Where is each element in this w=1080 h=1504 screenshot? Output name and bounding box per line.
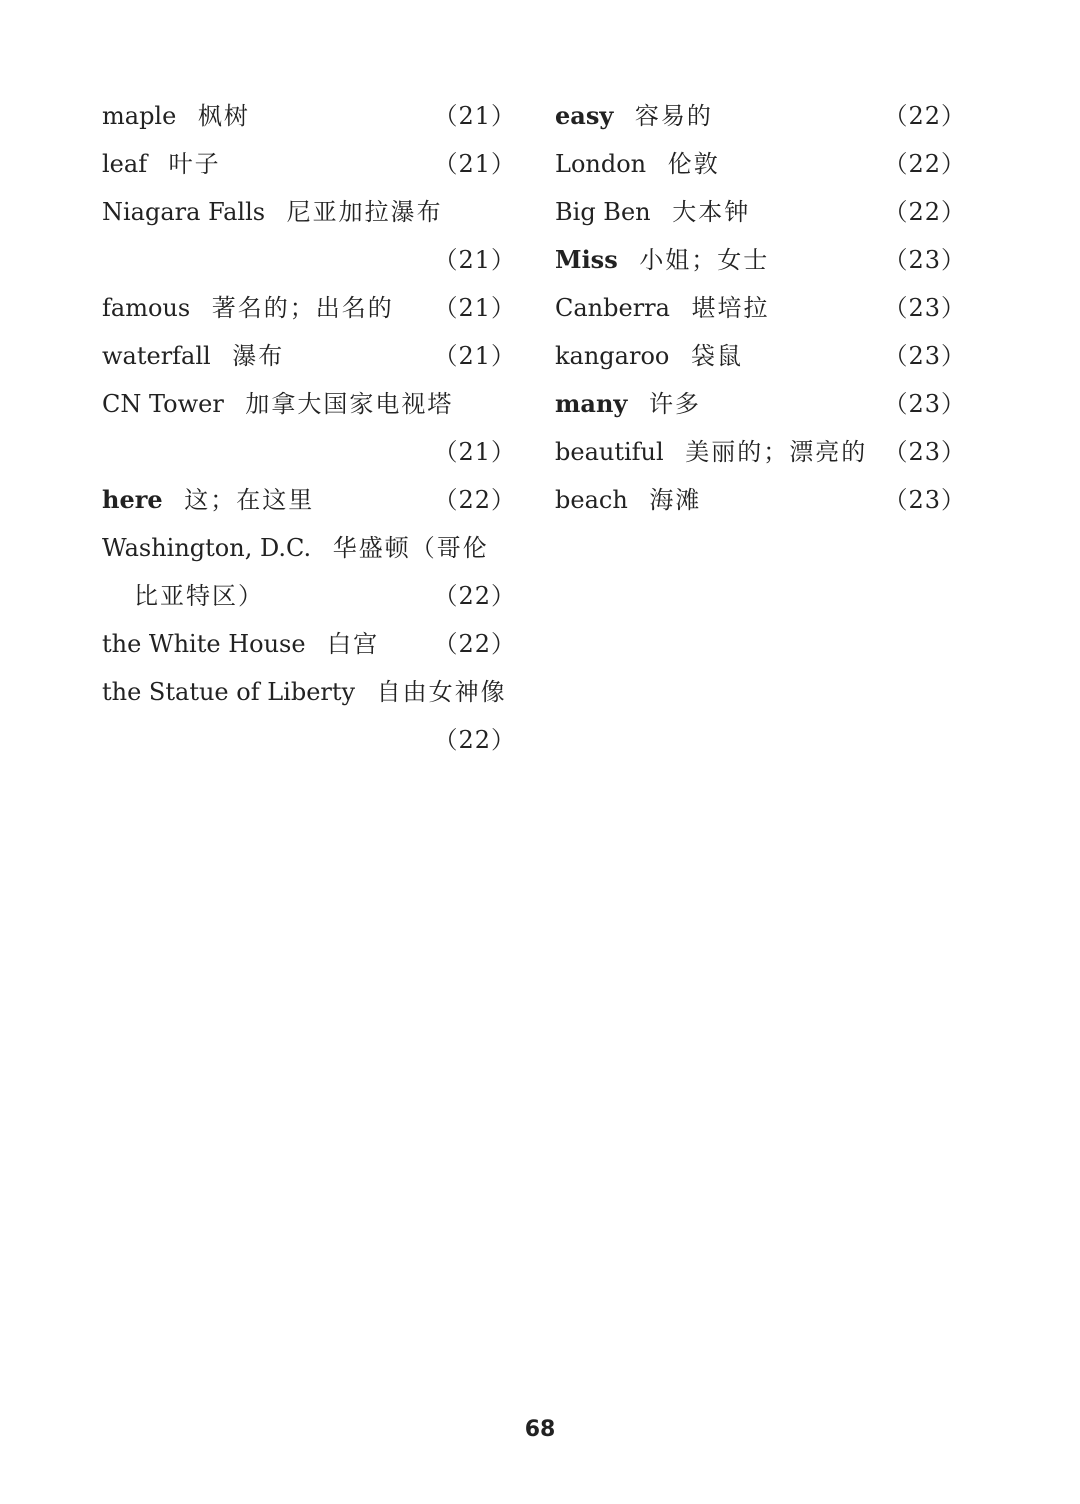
entry-page-ref: （21） (433, 102, 516, 130)
entry-meaning: 加拿大国家电视塔 (245, 390, 454, 418)
entry-meaning: 容易的 (634, 102, 713, 130)
entry-meaning: 美丽的；漂亮的 (685, 438, 868, 466)
entry-page-ref: （21） (433, 342, 516, 370)
glossary-entry-canberra (555, 284, 966, 332)
entry-term: waterfall (102, 342, 211, 370)
glossary-entry-beautiful (555, 428, 966, 476)
glossary-entry-statue-of-liberty (102, 668, 516, 764)
glossary-entry-big-ben (555, 188, 966, 236)
entry-page-ref: （22） (433, 726, 516, 754)
entry-term: the Statue of Liberty (102, 678, 356, 706)
entry-page-ref: （22） (883, 150, 966, 178)
entry-term: here (102, 485, 163, 514)
entry-meaning: 伦敦 (667, 150, 720, 178)
glossary-entry-maple (102, 92, 516, 140)
glossary-entry-london (555, 140, 966, 188)
entry-term: beautiful (555, 438, 664, 466)
entry-meaning: 叶子 (168, 150, 221, 178)
entry-meaning: 自由女神像 (376, 678, 507, 706)
entry-meaning: 大本钟 (672, 198, 751, 226)
glossary-entry-famous (102, 284, 516, 332)
entry-page-ref: （22） (433, 486, 516, 514)
entry-page-ref: （21） (433, 438, 516, 466)
entry-term: Miss (555, 245, 618, 274)
entry-meaning: 枫树 (197, 102, 250, 130)
entry-term: London (555, 150, 647, 178)
entry-page-ref: （22） (433, 582, 516, 610)
glossary-entry-waterfall (102, 332, 516, 380)
page-number: 68 (524, 1417, 556, 1442)
entry-page-ref: （23） (883, 486, 966, 514)
entry-term: maple (102, 102, 177, 130)
entry-page-ref: （22） (883, 102, 966, 130)
entry-term: kangaroo (555, 342, 670, 370)
entry-page-ref: （22） (883, 198, 966, 226)
entry-term: leaf (102, 150, 148, 178)
entry-page-ref: （23） (883, 342, 966, 370)
glossary-entry-kangaroo (555, 332, 966, 380)
glossary-entry-white-house (102, 620, 516, 668)
glossary-entry-niagara-falls (102, 188, 516, 284)
glossary-entry-miss (555, 236, 966, 284)
entry-meaning: 华盛顿（哥伦 (332, 534, 489, 562)
entry-meaning: 海滩 (649, 486, 702, 514)
entry-page-ref: （23） (883, 390, 966, 418)
entry-meaning: 瀑布 (232, 342, 285, 370)
glossary-entry-here (102, 476, 516, 524)
entry-meaning-continued: 比亚特区） (134, 582, 264, 610)
entry-meaning: 著名的；出名的 (211, 294, 394, 322)
glossary-entry-leaf (102, 140, 516, 188)
glossary-entry-beach (555, 476, 966, 524)
entry-term: Niagara Falls (102, 198, 266, 226)
entry-meaning: 袋鼠 (690, 342, 743, 370)
entry-meaning: 尼亚加拉瀑布 (286, 198, 443, 226)
glossary-entry-cn-tower (102, 380, 516, 476)
entry-page-ref: （21） (433, 246, 516, 274)
entry-meaning: 小姐；女士 (639, 246, 770, 274)
glossary-entry-many (555, 380, 966, 428)
entry-meaning: 这；在这里 (184, 486, 315, 514)
glossary-entry-easy (555, 92, 966, 140)
entry-term: beach (555, 486, 628, 514)
entry-meaning: 堪培拉 (691, 294, 770, 322)
entry-term: Canberra (555, 294, 670, 322)
entry-term: easy (555, 101, 614, 130)
entry-term: Washington, D.C. (102, 534, 312, 562)
entry-meaning: 许多 (648, 390, 701, 418)
entry-meaning: 白宫 (327, 630, 380, 658)
entry-term: famous (102, 294, 191, 322)
glossary-entry-washington-dc (102, 524, 516, 620)
entry-term: Big Ben (555, 198, 651, 226)
entry-page-ref: （22） (433, 630, 516, 658)
glossary-right-column (555, 92, 966, 524)
entry-page-ref: （23） (883, 294, 966, 322)
entry-page-ref: （23） (883, 438, 966, 466)
entry-term: CN Tower (102, 390, 224, 418)
entry-page-ref: （21） (433, 294, 516, 322)
glossary-left-column (102, 92, 516, 764)
entry-term: the White House (102, 630, 306, 658)
entry-term: many (555, 389, 628, 418)
entry-page-ref: （23） (883, 246, 966, 274)
entry-page-ref: （21） (433, 150, 516, 178)
